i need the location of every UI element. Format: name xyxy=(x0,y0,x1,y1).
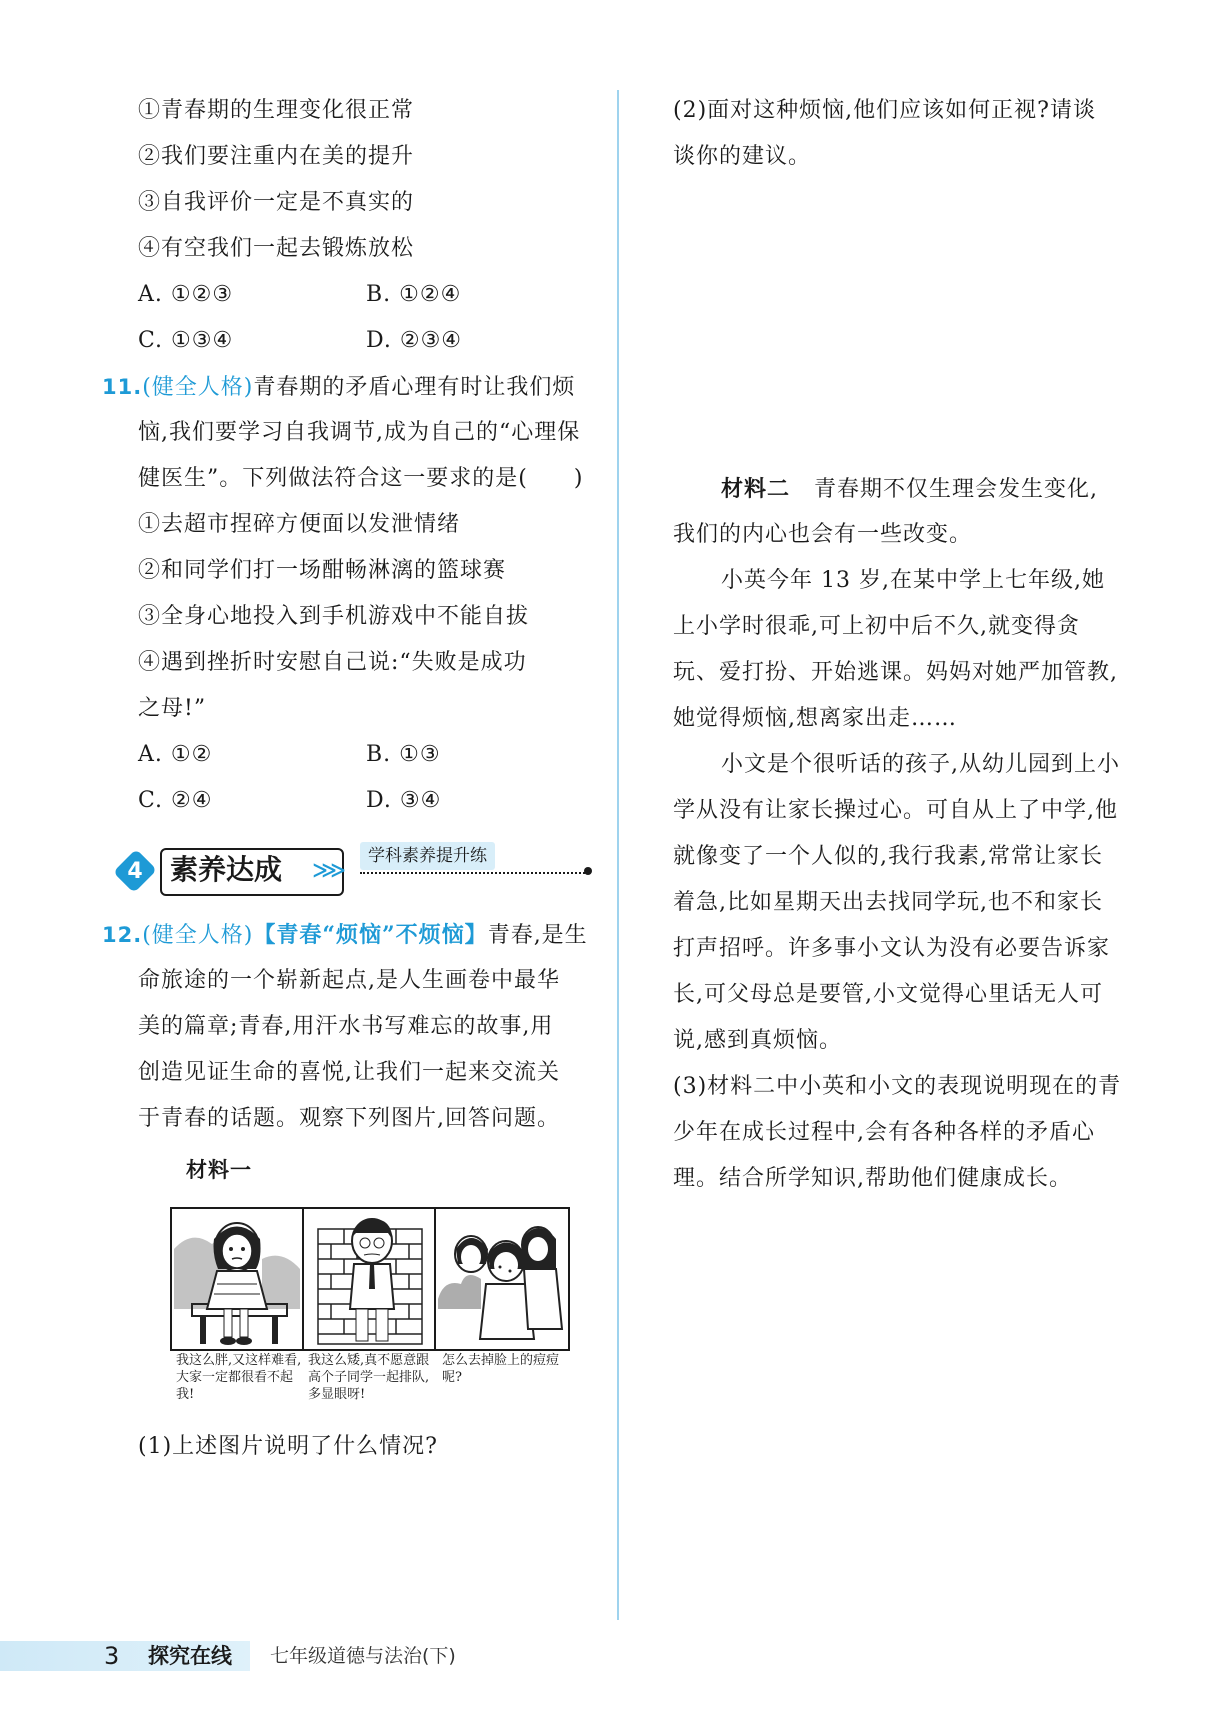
material2-line7: 小文是个很听话的孩子,从幼儿园到上小 xyxy=(721,752,1120,777)
q12-sub1: (1)上述图片说明了什么情况? xyxy=(138,1434,438,1459)
section-rule-dot xyxy=(584,867,592,875)
q11-choice-a: A. ①② xyxy=(138,742,213,767)
q10-choice-a: A. ①②③ xyxy=(138,282,234,307)
section-header xyxy=(112,842,592,902)
q11-stem-line1: 青春期的矛盾心理有时让我们烦 xyxy=(253,375,576,400)
material2-line9: 就像变了一个人似的,我行我素,常常让家长 xyxy=(673,844,1103,869)
q10-choice-d: D. ②③④ xyxy=(366,328,463,353)
material2-label: 材料二 xyxy=(721,476,791,502)
q11-option-3: ③全身心地投入到手机游戏中不能自拔 xyxy=(138,604,530,629)
comic-panel-girl-sad xyxy=(172,1209,304,1349)
q10-option-1: ①青春期的生理变化很正常 xyxy=(138,98,415,123)
q11-option-2: ②和同学们打一场酣畅淋漓的篮球赛 xyxy=(138,558,507,583)
q11-stem-line2: 恼,我们要学习自我调节,成为自己的“心理保 xyxy=(138,420,581,445)
material2-line8: 学从没有让家长操过心。可自从上了中学,他 xyxy=(673,798,1118,823)
material2-line2: 我们的内心也会有一些改变。 xyxy=(673,522,973,547)
material2-line4: 上小学时很乖,可上初中后不久,就变得贪 xyxy=(673,614,1080,639)
q10-option-3: ③自我评价一定是不真实的 xyxy=(138,190,415,215)
comic-panel-boy-short xyxy=(304,1209,436,1349)
material1-comic xyxy=(170,1207,570,1351)
material2-line12: 长,可父母总是要管,小文觉得心里话无人可 xyxy=(673,982,1103,1007)
material2-line13: 说,感到真烦恼。 xyxy=(673,1028,842,1053)
footer-brand: 探究在线 xyxy=(148,1644,232,1668)
section-subtitle: 学科素养提升练 xyxy=(360,842,495,870)
q11-number: 11. xyxy=(102,375,143,399)
q12-sub2-line2: 谈你的建议。 xyxy=(673,144,812,169)
q12-tag: (健全人格) xyxy=(142,923,254,948)
q12-sub3-line1: (3)材料二中小英和小文的表现说明现在的青 xyxy=(673,1074,1122,1099)
material2-line1: 青春期不仅生理会发生变化, xyxy=(814,477,1098,502)
q12-sub3-line3: 理。结合所学知识,帮助他们健康成长。 xyxy=(673,1166,1072,1191)
q10-option-2: ②我们要注重内在美的提升 xyxy=(138,144,415,169)
q11-first-line xyxy=(102,372,575,403)
material2-line11: 打声招呼。许多事小文认为没有必要告诉家 xyxy=(673,936,1111,961)
q11-choice-d: D. ③④ xyxy=(366,788,442,813)
section-dotted-rule xyxy=(360,872,588,874)
q10-choice-b: B. ①②④ xyxy=(366,282,462,307)
material2-line5: 玩、爱打扮、开始逃课。妈妈对她严加管教, xyxy=(673,660,1118,685)
short-boy-illustration xyxy=(304,1209,434,1349)
q12-stem-line2: 命旅途的一个崭新起点,是人生画卷中最华 xyxy=(138,968,560,993)
material2-first-line xyxy=(721,474,1098,505)
acne-girls-illustration xyxy=(436,1209,568,1349)
section-number: 4 xyxy=(127,859,143,884)
comic-caption-3: 怎么去掉脸上的痘痘呢? xyxy=(442,1353,560,1385)
q12-stem-line5: 于青春的话题。观察下列图片,回答问题。 xyxy=(138,1106,560,1131)
q11-stem-line3: 健医生”。下列做法符合这一要求的是( ) xyxy=(138,466,584,491)
q12-sub3-line2: 少年在成长过程中,会有各种各样的矛盾心 xyxy=(673,1120,1095,1145)
q12-first-line xyxy=(102,920,588,951)
q12-stem-line1: 青春,是生 xyxy=(487,923,588,948)
page-footer xyxy=(0,1641,1224,1671)
q12-topic: 【青春“烦恼”不烦恼】 xyxy=(253,922,488,948)
q10-choice-c: C. ①③④ xyxy=(138,328,234,353)
q11-option-1: ①去超市捏碎方便面以发泄情绪 xyxy=(138,512,461,537)
comic-caption-1: 我这么胖,又这样难看,大家一定都很看不起我! xyxy=(176,1353,302,1402)
q11-option-4: ④遇到挫折时安慰自己说:“失败是成功 xyxy=(138,650,527,675)
q12-number: 12. xyxy=(102,923,143,947)
q11-choice-b: B. ①③ xyxy=(366,742,441,767)
footer-book-title: 七年级道德与法治(下) xyxy=(270,1645,456,1667)
q12-sub2-line1: (2)面对这种烦恼,他们应该如何正视?请谈 xyxy=(673,98,1096,123)
q10-option-4: ④有空我们一起去锻炼放松 xyxy=(138,236,415,261)
material2-line10: 着急,比如星期天出去找同学玩,也不和家长 xyxy=(673,890,1103,915)
material2-line6: 她觉得烦恼,想离家出走…… xyxy=(673,706,957,731)
material2-line3: 小英今年 13 岁,在某中学上七年级,她 xyxy=(721,568,1105,593)
material1-label: 材料一 xyxy=(186,1158,252,1182)
column-divider xyxy=(617,90,619,1620)
section-title: 素养达成 xyxy=(170,853,283,886)
chevrons-icon: ⋙ xyxy=(312,856,347,884)
q11-option-4-cont: 之母!” xyxy=(138,696,207,721)
q11-tag: (健全人格) xyxy=(142,375,254,400)
comic-panel-acne xyxy=(436,1209,568,1349)
sad-girl-illustration xyxy=(172,1209,302,1349)
page-number: 3 xyxy=(104,1642,120,1670)
q11-choice-c: C. ②④ xyxy=(138,788,213,813)
q12-stem-line3: 美的篇章;青春,用汗水书写难忘的故事,用 xyxy=(138,1014,554,1039)
comic-caption-2: 我这么矮,真不愿意跟高个子同学一起排队,多显眼呀! xyxy=(308,1353,430,1402)
q12-stem-line4: 创造见证生命的喜悦,让我们一起来交流关 xyxy=(138,1060,560,1085)
